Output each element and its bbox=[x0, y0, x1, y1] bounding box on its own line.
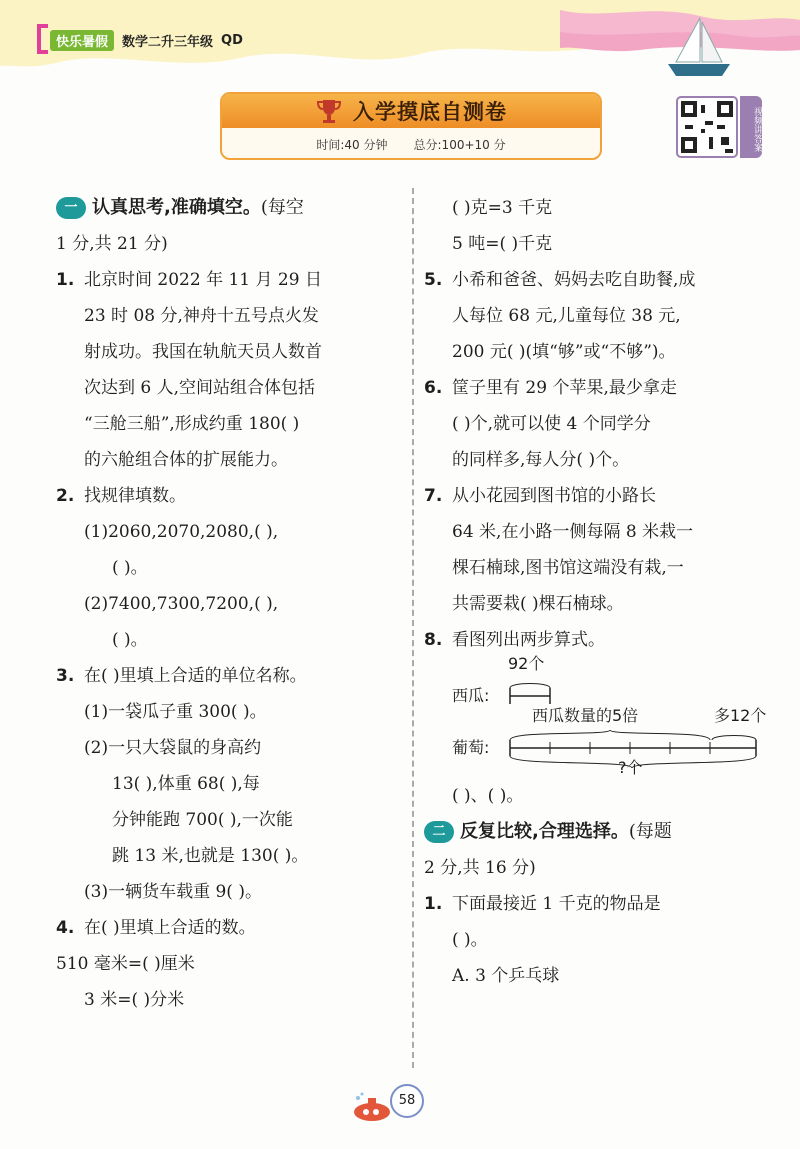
s2q1-line: 下面最接近 1 千克的物品是 bbox=[452, 894, 661, 914]
test-meta bbox=[222, 128, 600, 153]
grade-subtitle: 数学二升三年级 bbox=[122, 34, 214, 50]
section-1-heading bbox=[56, 190, 404, 226]
q1-line: 射成功。我国在轨航天员人数首 bbox=[84, 342, 322, 362]
q7-line: 共需要栽( )棵石楠球。 bbox=[452, 594, 624, 614]
question-6 bbox=[424, 370, 770, 478]
watermelon-label: 西瓜: bbox=[452, 686, 490, 705]
section-2-note-b: 2 分,共 16 分) bbox=[424, 858, 536, 878]
question-3 bbox=[56, 658, 404, 910]
edition-code: QD bbox=[221, 32, 243, 48]
q1-line: 的六舱组合体的扩展能力。 bbox=[84, 450, 288, 470]
qr-code[interactable] bbox=[676, 96, 738, 158]
q2-line: ( )。 bbox=[112, 558, 148, 578]
left-column bbox=[56, 190, 404, 1018]
trophy-icon bbox=[315, 97, 343, 125]
page-title: 入学摸底自测卷 bbox=[353, 100, 507, 124]
q2-title: 找规律填数。 bbox=[84, 486, 186, 506]
question-8 bbox=[424, 622, 770, 658]
q1-line: 北京时间 2022 年 11 月 29 日 bbox=[84, 270, 322, 290]
q4-line: 3 米=( )分米 bbox=[84, 990, 185, 1010]
question-number: 5. bbox=[424, 270, 443, 290]
q3-title: 在( )里填上合适的单位名称。 bbox=[84, 666, 307, 686]
five-times-brace bbox=[510, 730, 710, 740]
watermelon-count: 92个 bbox=[508, 654, 545, 673]
section-2-heading bbox=[424, 814, 770, 850]
q8-title: 看图列出两步算式。 bbox=[452, 630, 605, 650]
question-number: 8. bbox=[424, 630, 443, 650]
question-7 bbox=[424, 478, 770, 622]
section-1-badge: 一 bbox=[56, 197, 86, 219]
q1-line: “三舱三船”,形成约重 180( ) bbox=[84, 414, 300, 434]
grape-label: 葡萄: bbox=[452, 738, 490, 757]
q4-line: 5 吨=( )千克 bbox=[452, 234, 553, 254]
question-number: 4. bbox=[56, 918, 75, 938]
section-1-note-a: (每空 bbox=[260, 197, 304, 218]
q3-line: 跳 13 米,也就是 130( )。 bbox=[112, 846, 309, 866]
q4-line: ( )克=3 千克 bbox=[452, 198, 553, 218]
column-divider bbox=[412, 188, 414, 1068]
q5-line: 人每位 68 元,儿童每位 38 元, bbox=[452, 306, 681, 326]
watermelon-brace bbox=[510, 684, 550, 689]
q5-line: 小希和爸爸、妈妈去吃自助餐,成 bbox=[452, 270, 696, 290]
title-bar bbox=[222, 94, 600, 128]
question-number: 6. bbox=[424, 378, 443, 398]
brand-row bbox=[50, 30, 243, 50]
submarine-icon bbox=[350, 1092, 394, 1124]
s2q1-line: ( )。 bbox=[452, 930, 488, 950]
time-limit: 时间:40 分钟 bbox=[316, 138, 388, 152]
q1-line: 23 时 08 分,神舟十五号点火发 bbox=[84, 306, 319, 326]
q4-title: 在( )里填上合适的数。 bbox=[84, 918, 256, 938]
qr-video-label: 视频讲答案 bbox=[740, 96, 762, 158]
q1-line: 次达到 6 人,空间站组合体包括 bbox=[84, 378, 316, 398]
brand-badge: 快乐暑假 bbox=[50, 30, 114, 51]
question-2 bbox=[56, 478, 404, 658]
section-2-question-1 bbox=[424, 886, 770, 994]
bracket-decoration-icon bbox=[36, 24, 50, 54]
q5-line: 200 元( )(填“够”或“不够”)。 bbox=[452, 342, 676, 362]
q6-line: ( )个,就可以使 4 个同学分 bbox=[452, 414, 651, 434]
q6-line: 筐子里有 29 个苹果,最少拿走 bbox=[452, 378, 677, 398]
question-4 bbox=[56, 910, 404, 946]
q2-line: ( )。 bbox=[112, 630, 148, 650]
extra-brace bbox=[712, 736, 756, 741]
total-score: 总分:100+10 分 bbox=[413, 138, 506, 152]
q7-line: 棵石楠球,图书馆这端没有栽,一 bbox=[452, 558, 684, 578]
q2-line: (1)2060,2070,2080,( ), bbox=[84, 522, 279, 542]
q8-answer-blanks[interactable]: ( )、( )。 bbox=[452, 786, 524, 806]
q4-line: 510 毫米=( )厘米 bbox=[56, 954, 195, 974]
q3-line: 13( ),体重 68( ),每 bbox=[112, 774, 260, 794]
question-1 bbox=[56, 262, 404, 478]
test-title-banner bbox=[220, 92, 602, 160]
section-2-note-a: (每题 bbox=[628, 821, 672, 842]
section-1-title: 认真思考,准确填空。 bbox=[92, 197, 261, 218]
question-number: 3. bbox=[56, 666, 75, 686]
q3-line: 分钟能跑 700( ),一次能 bbox=[112, 810, 293, 830]
q7-line: 64 米,在小路一侧每隔 8 米栽一 bbox=[452, 522, 694, 542]
q7-line: 从小花园到图书馆的小路长 bbox=[452, 486, 656, 506]
q3-line: (2)一只大袋鼠的身高约 bbox=[84, 738, 262, 758]
section-2-title: 反复比较,合理选择。 bbox=[460, 821, 629, 842]
question-number: 1. bbox=[424, 894, 443, 914]
q3-line: (1)一袋瓜子重 300( )。 bbox=[84, 702, 267, 722]
sailboat-icon bbox=[664, 14, 734, 80]
option-a[interactable]: A. 3 个乒乓球 bbox=[452, 966, 560, 986]
section-2-badge: 二 bbox=[424, 821, 454, 843]
grape-extra-label: 多12个 bbox=[714, 706, 767, 725]
section-1-note-b: 1 分,共 21 分) bbox=[56, 234, 168, 254]
grape-five-times-label: 西瓜数量的5倍 bbox=[532, 706, 639, 725]
grape-question-label: ?个 bbox=[618, 758, 643, 777]
q3-line: (3)一辆货车载重 9( )。 bbox=[84, 882, 262, 902]
q2-line: (2)7400,7300,7200,( ), bbox=[84, 594, 279, 614]
question-number: 2. bbox=[56, 486, 75, 506]
question-number: 7. bbox=[424, 486, 443, 506]
qr-code-icon bbox=[681, 101, 733, 153]
q6-line: 的同样多,每人分( )个。 bbox=[452, 450, 630, 470]
page-number: 58 bbox=[390, 1084, 424, 1118]
question-number: 1. bbox=[56, 270, 75, 290]
question-5 bbox=[424, 262, 770, 370]
line-diagram bbox=[452, 654, 770, 778]
right-column bbox=[424, 190, 770, 994]
